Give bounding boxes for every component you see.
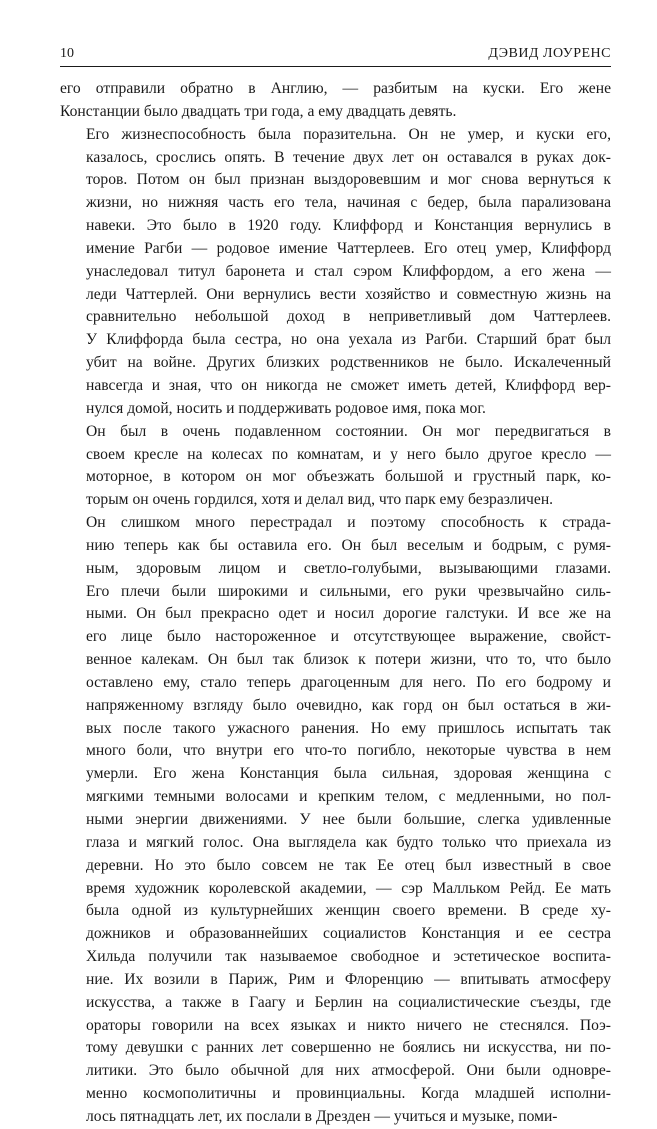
text-line: тому девушки с ранних лет совершенно не боялись ни искусства, ни по-: [86, 1039, 611, 1057]
text-line: напряженному взгляду было очевидно, как горд он был остаться в жи-: [86, 696, 611, 714]
paragraph: [60, 124, 611, 421]
body-text: [60, 78, 611, 1129]
text-line: искусства, а также в Гаагу и Берлин на социалистические съезды, где: [86, 993, 611, 1011]
text-line: казалось, срослись опять. В течение двух лет он оставался в руках док-: [86, 148, 611, 166]
text-line: ние. Их возили в Париж, Рим и Флоренцию — впитывать атмосферу: [86, 970, 611, 988]
text-line: жизни, но нижняя часть его тела, начиная с бедер, была парализована: [86, 194, 611, 212]
text-line: была одной из культурнейших женщин своего времени. В среде ху-: [86, 902, 611, 920]
text-line: мягкими темными волосами и крепким телом, с медленными, но пол-: [86, 788, 611, 806]
text-line: время художник королевской академии, — сэр Малльком Рейд. Ее мать: [86, 879, 611, 897]
text-line: его лице было настороженное и отсутствующее выражение, свойст-: [86, 628, 611, 646]
text-line: дожников и образованнейших социалистов Констанция и ее сестра: [86, 925, 611, 943]
text-line: его отправили обратно в Англию, — разбитым на куски. Его жене: [60, 80, 611, 97]
text-line: Хильда получили так называемое свободное и эстетическое воспита-: [86, 948, 611, 966]
text-line: Его плечи были широкими и сильными, его руки чрезвычайно силь-: [86, 582, 611, 600]
text-line: имение Рагби — родовое имение Чаттерлеев. Его отец умер, Клиффорд: [86, 239, 611, 257]
text-line: моторное, в котором он мог объезжать большой и грустный парк, ко-: [86, 468, 611, 486]
text-line: ным, здоровым лицом и светло-голубыми, вызывающими глазами.: [86, 559, 611, 577]
page-number: 10: [60, 46, 74, 61]
text-line: деревни. Но это было совсем не так Ее отец был известный в свое: [86, 856, 611, 874]
text-line: убит на войне. Других близких родственников не было. Искалеченный: [86, 354, 611, 372]
text-line: оставлено ему, стало теперь драгоценным для него. По его бодрому и: [86, 673, 611, 691]
text-line: умерли. Его жена Констанция была сильная, здоровая женщина с: [86, 765, 611, 783]
text-line: ными энергии движениями. У нее были большие, слегка удивленные: [86, 811, 611, 828]
text-line: унаследовал титул баронета и стал сэром Клиффордом, а его жена —: [86, 262, 611, 280]
text-line: нию теперь как бы оставила его. Он был веселым и бодрым, с румя-: [86, 536, 611, 554]
paragraph: [60, 78, 611, 124]
text-line: глаза и мягкий голос. Она выглядела как будто только что приехала из: [86, 833, 611, 851]
text-line: ораторы говорили на всех языках и никто ничего не стеснялся. Поэ-: [86, 1016, 611, 1034]
text-line: венное калекам. Он был так близок к потери жизни, что то, что было: [86, 651, 611, 669]
text-line: ными. Он был прекрасно одет и носил дорогие галстуки. И все же на: [86, 605, 611, 623]
text-line: навеки. Это было в 1920 году. Клиффорд и Констанция вернулись в: [86, 217, 611, 235]
text-line: нулся домой, носить и поддерживать родовое имя, пока мог.: [86, 399, 486, 417]
text-line: Он слишком много перестрадал и поэтому способность к страда-: [86, 514, 611, 532]
paragraph: [60, 421, 611, 512]
text-line: менно космополитичны и провинциальны. Когда младшей исполни-: [86, 1085, 611, 1103]
text-line: своем кресле на колесах по комнатам, и у него было другое кресло —: [86, 445, 611, 463]
running-header: [60, 46, 611, 67]
text-line: торым он очень гордился, хотя и делал вид, что парк ему безразличен.: [86, 491, 554, 509]
text-line: леди Чаттерлей. Они вернулись вести хозяйство и совместную жизнь на: [86, 285, 611, 303]
text-line: У Клиффорда была сестра, но она уехала из Рагби. Старший брат был: [86, 331, 611, 349]
text-line: навсегда и зная, что он никогда не сможет иметь детей, Клиффорд вер-: [86, 376, 611, 394]
text-line: литики. Это было обычной для них атмосферой. Они были одновре-: [86, 1062, 611, 1080]
text-line: лось пятнадцать лет, их послали в Дрезден — учиться и музыке, поми-: [86, 1107, 558, 1125]
paragraph: [60, 512, 611, 1129]
text-line: Он был в очень подавленном состоянии. Он мог передвигаться в: [86, 422, 611, 440]
text-line: Констанции было двадцать три года, а ему двадцать девять.: [60, 102, 457, 120]
running-title: ДЭВИД ЛОУРЕНС: [488, 46, 611, 61]
text-line: торов. Потом он был признан выздоровевшим и мог снова вернуться к: [86, 171, 611, 189]
text-line: сравнительно небольшой доход в неприветливый дом Чаттерлеев.: [86, 308, 611, 326]
text-line: вых после такого ужасного ранения. Но ему пришлось испытать так: [86, 719, 611, 737]
text-line: много боли, что внутри его что-то погибло, некоторые чувства в нем: [86, 742, 611, 760]
text-line: Его жизнеспособность была поразительна. Он не умер, и куски его,: [86, 125, 611, 143]
